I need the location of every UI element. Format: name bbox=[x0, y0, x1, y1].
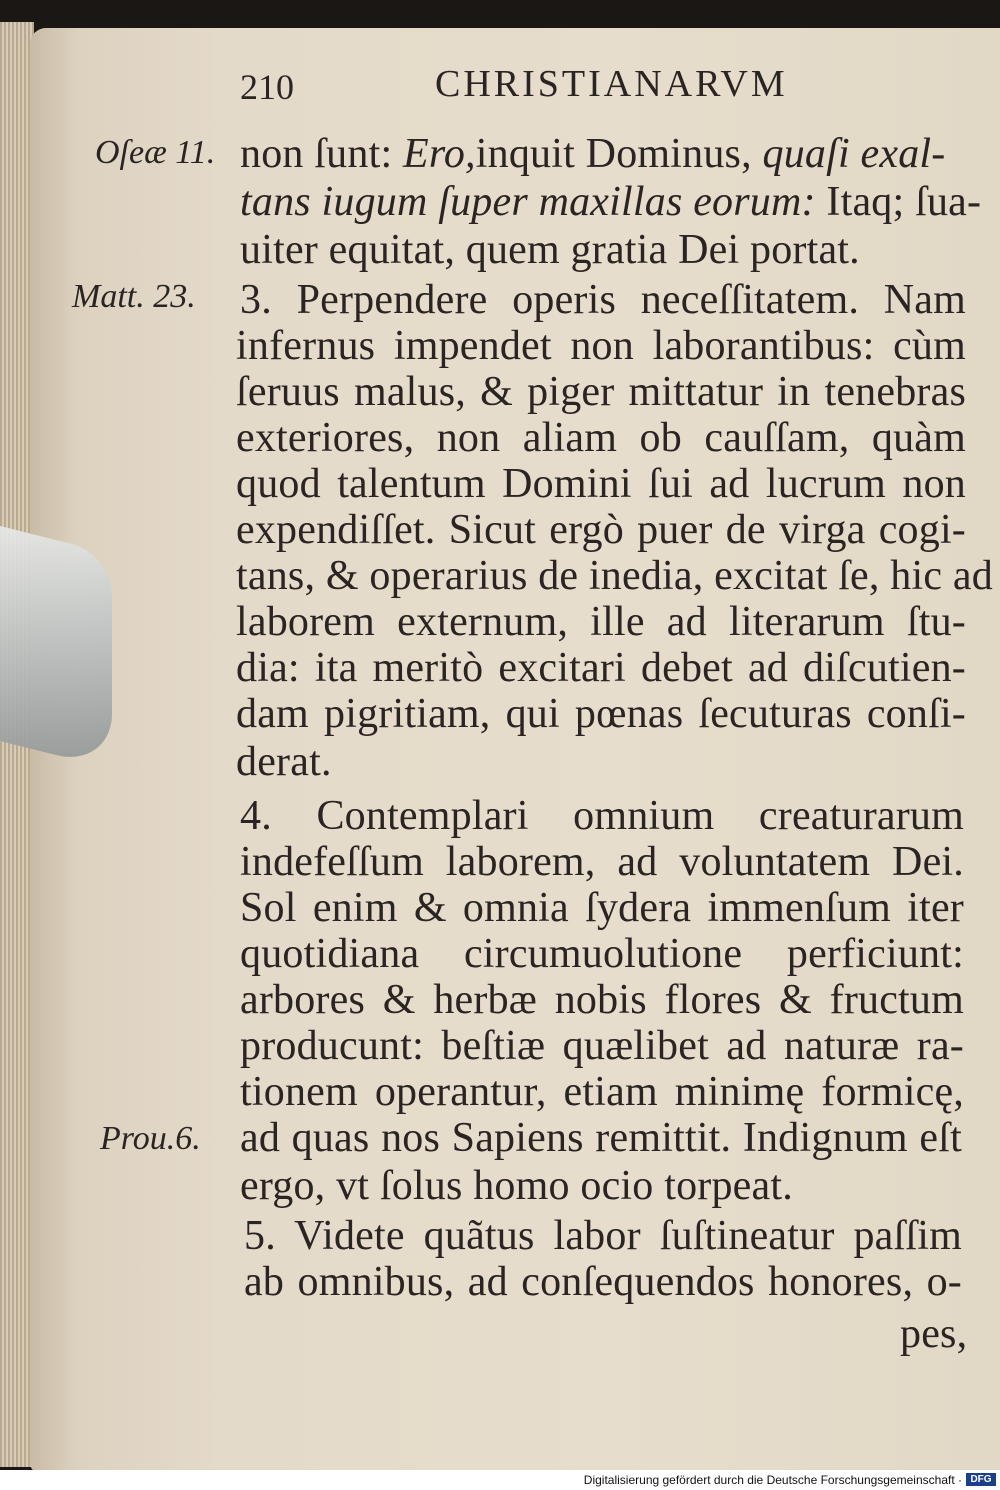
page-clip bbox=[0, 526, 112, 769]
text-line: infernus impendet non laborantibus: cùm bbox=[236, 323, 966, 369]
catchword: pes, bbox=[900, 1311, 968, 1357]
text-line: laborem externum, ille ad literarum ſtu- bbox=[236, 599, 966, 645]
text-line: ad quas nos Sapiens remittit. Indignum eſt bbox=[240, 1115, 962, 1161]
text-line: ergo, vt ſolus homo ocio torpeat. bbox=[240, 1163, 793, 1209]
text-line: producunt: beſtiæ quælibet ad naturæ ra- bbox=[240, 1023, 964, 1069]
text-line: derat. bbox=[236, 739, 332, 785]
page-number: 210 bbox=[240, 67, 294, 107]
text-line: 3. Perpendere operis neceſſitatem. Nam bbox=[240, 277, 966, 323]
text-line: dia: ita meritò excitari debet ad diſcutien- bbox=[236, 645, 966, 691]
text-line: Sol enim & omnia ſydera immenſum iter bbox=[240, 885, 964, 931]
text-line: tans, & operarius de inedia, excitat ſe, hic ad bbox=[236, 553, 993, 599]
marginal-note: Prou.6. bbox=[100, 1120, 201, 1157]
marginal-note: Matt. 23. bbox=[72, 278, 196, 315]
text-line: quotidiana circumuolutione perficiunt: bbox=[240, 931, 964, 977]
text-line: dam pigritiam, qui pœnas ſecuturas conſi- bbox=[236, 691, 966, 737]
text-line: non ſunt: Ero,inquit Dominus, quaſi exal- bbox=[240, 131, 946, 177]
text-line: ſeruus malus, & piger mittatur in tenebras bbox=[236, 369, 966, 415]
text-line: ab omnibus, ad conſequendos honores, o- bbox=[244, 1259, 962, 1305]
text-line: uiter equitat, quem gratia Dei portat. bbox=[240, 227, 860, 273]
funding-credit: Digitalisierung gefördert durch die Deutsche Forschungsgemeinschaft · bbox=[583, 1473, 962, 1487]
text-line: arbores & herbæ nobis flores & fructum bbox=[240, 977, 964, 1023]
text-line: quod talentum Domini ſui ad lucrum non bbox=[236, 461, 966, 507]
text-line: tans iugum ſuper maxillas eorum: Itaq; ſua- bbox=[240, 179, 982, 225]
text-line: indefeſſum laborem, ad voluntatem Dei. bbox=[240, 839, 964, 885]
text-line: exteriores, non aliam ob cauſſam, quàm bbox=[236, 415, 966, 461]
running-title: CHRISTIANARVM bbox=[435, 63, 788, 105]
text-line: tionem operantur, etiam minimę formicę, bbox=[240, 1069, 964, 1115]
text-line: expendiſſet. Sicut ergò puer de virga cogi- bbox=[236, 507, 966, 553]
text-line: 5. Videte quãtus labor ſuſtineatur paſſim bbox=[244, 1213, 962, 1259]
digitization-footer bbox=[0, 1470, 1000, 1490]
dfg-logo: DFG bbox=[966, 1473, 996, 1486]
marginal-note: Oſeæ 11. bbox=[95, 134, 216, 171]
text-line: 4. Contemplari omnium creaturarum bbox=[240, 793, 964, 839]
